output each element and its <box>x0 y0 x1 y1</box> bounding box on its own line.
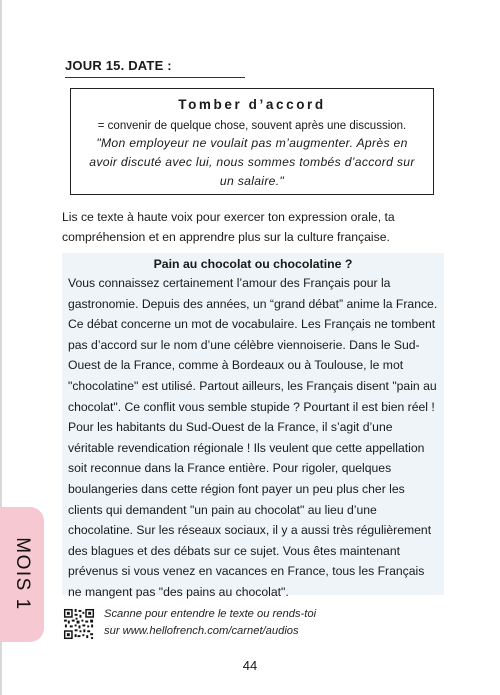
month-side-tab <box>0 507 44 642</box>
scan-instructions <box>104 606 316 640</box>
article-body: Vous connaissez certainement l’amour des Français pour la gastronomie. Depuis des années, un “grand débat” anime la France. Ce débat concerne un mot de vocabulaire. Les Français ne tombent pas d’accord sur le nom d’une célèbre viennoiserie. Dans le Sud-Ouest de la France, comme à Bordeaux ou à Toulouse, le mot "chocolatine" est utilisé. Partout ailleurs, les Français disent "pain au chocolat". Ce conflit vous semble stupide ? Pourtant il est bien réel ! Pour les habitants du Sud-Ouest de la France, il s’agit d’une véritable revendication régionale ! Ils veulent que cette appellation soit reconnue dans la France entière. Pour rigoler, quelques boulangeries dans cette région font payer un peu plus cher les clients qui demandent "un pain au chocolat" au lieu d’une chocolatine. Sur les réseaux sociaux, il y a aussi très régulièrement des blagues et des débats sur ce sujet. Vous êtes maintenant prévenus si vous venez en vacances en France, tous les Français ne mangent pas "des pains au chocolat". <box>68 276 438 599</box>
article-title: Pain au chocolat ou chocolatine ? <box>153 257 353 271</box>
reading-instructions: Lis ce texte à haute voix pour exercer ton expression orale, ta compréhension et en apprendre plus sur la culture française. <box>62 210 395 244</box>
date-underline <box>65 77 245 78</box>
scan-line-2[interactable]: sur www.hellofrench.com/carnet/audios <box>104 625 299 637</box>
day-date-heading: JOUR 15. DATE : <box>65 58 172 73</box>
definition-box <box>70 88 434 195</box>
page-number: 44 <box>242 658 258 673</box>
expression-example: "Mon employeur ne voulait pas m’augmenter. Après en avoir discuté avec lui, nous sommes tombés d’accord sur un salaire." <box>89 136 415 188</box>
qr-code-icon[interactable] <box>63 608 95 640</box>
expression-meaning: = convenir de quelque chose, souvent après une discussion. <box>97 120 407 132</box>
scan-line-1: Scanne pour entendre le texte ou rends-toi <box>104 608 317 620</box>
article-panel <box>62 253 444 599</box>
expression-title: Tomber d’accord <box>178 97 326 112</box>
month-tab-label: MOIS 1 <box>12 537 33 611</box>
